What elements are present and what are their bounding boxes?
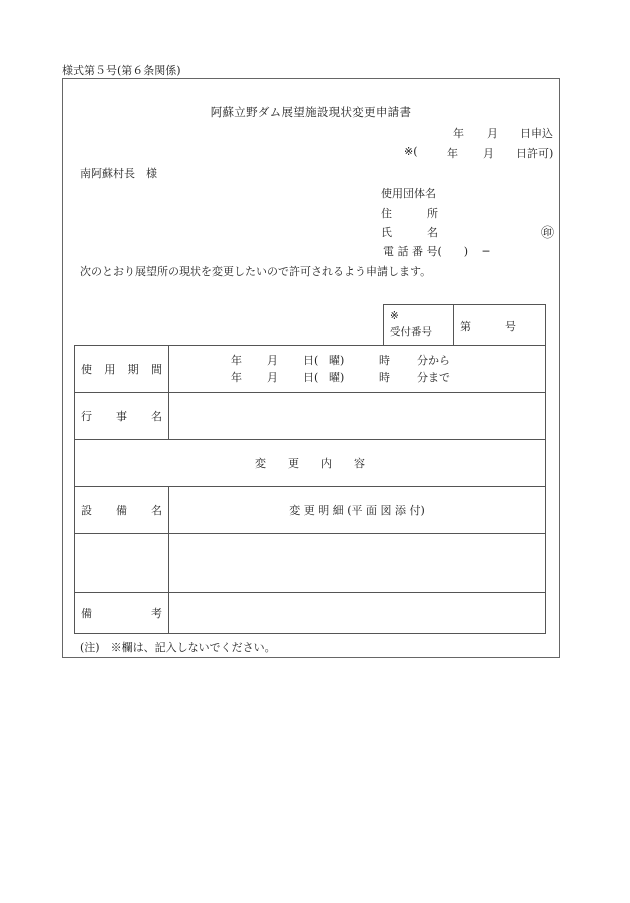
period-row <box>75 346 546 393</box>
change-detail-field[interactable] <box>169 534 546 593</box>
receipt-number-box <box>383 304 546 346</box>
remarks-label-char: 考 <box>151 607 162 620</box>
event-row <box>75 393 546 440</box>
event-label-char: 行 <box>81 410 92 423</box>
period-to-line <box>169 369 545 386</box>
remarks-label-cell <box>75 593 169 634</box>
from-minute: 分から <box>417 354 450 367</box>
form-title: 阿蘇立野ダム展望施設現状変更申請書 <box>210 105 412 119</box>
from-day: 日( <box>303 354 319 367</box>
seal-icon: ㊞ <box>541 226 555 241</box>
phone-label: 電 話 番 号( ) ─ <box>383 245 490 258</box>
receipt-label-cell <box>384 305 454 346</box>
to-month: 月 <box>267 371 278 384</box>
period-from-line <box>169 352 545 369</box>
from-hour: 時 <box>379 354 390 367</box>
permit-month: 月 <box>483 147 494 160</box>
application-statement: 次のとおり展望所の現状を変更したいので許可されるよう申請します。 <box>80 265 432 278</box>
equipment-name-field[interactable] <box>75 534 169 593</box>
address-label-2: 所 <box>427 207 438 220</box>
equipment-label-char: 名 <box>151 504 162 517</box>
receipt-no-prefix: 第 <box>460 319 471 333</box>
event-label-cell <box>75 393 169 440</box>
permit-day: 日許可) <box>516 147 554 160</box>
address-label-1: 住 <box>381 207 392 220</box>
receipt-mark: ※ <box>390 310 399 322</box>
permit-mark: ※( <box>404 145 418 158</box>
to-day: 日( <box>303 371 319 384</box>
addressee: 南阿蘇村長 様 <box>80 167 157 180</box>
remarks-row <box>75 593 546 634</box>
period-label-cell <box>75 346 169 393</box>
change-application-table <box>74 345 546 634</box>
form-number-label: 様式第５号(第６条関係) <box>62 64 181 77</box>
period-label-char: 使 <box>81 363 92 376</box>
from-year: 年 <box>231 354 242 367</box>
to-year: 年 <box>231 371 242 384</box>
name-label-2: 名 <box>427 226 438 239</box>
from-month: 月 <box>267 354 278 367</box>
receipt-number-cell[interactable] <box>454 305 545 346</box>
event-label-char: 事 <box>116 410 127 423</box>
equipment-header-row <box>75 487 546 534</box>
period-label-char: 用 <box>104 363 116 376</box>
applied-year: 年 <box>453 127 464 140</box>
equipment-entry-row <box>75 534 546 593</box>
event-label-char: 名 <box>151 410 162 423</box>
period-label-char: 期 <box>127 363 139 376</box>
change-header-row <box>75 440 546 487</box>
receipt-no-suffix: 号 <box>505 319 516 333</box>
remarks-field[interactable] <box>169 593 546 634</box>
to-weekday: 曜) <box>329 371 345 384</box>
receipt-label: 受付番号 <box>390 326 432 338</box>
applied-month: 月 <box>487 127 498 140</box>
name-label-1: 氏 <box>381 226 392 239</box>
group-name-label: 使用団体名 <box>381 187 436 200</box>
remarks-label-char: 備 <box>81 607 92 620</box>
equipment-label-char: 設 <box>81 504 92 517</box>
equipment-label-char: 備 <box>116 504 127 517</box>
applied-day: 日申込 <box>520 127 553 140</box>
change-content-header: 変 更 内 容 <box>75 440 546 487</box>
to-hour: 時 <box>379 371 390 384</box>
permit-year: 年 <box>447 147 458 160</box>
footnote: (注) ※欄は、記入しないでください。 <box>80 641 276 654</box>
from-weekday: 曜) <box>329 354 345 367</box>
change-detail-header: 変 更 明 細 (平 面 図 添 付) <box>169 487 546 534</box>
to-minute: 分まで <box>417 371 450 384</box>
period-value-cell[interactable] <box>169 346 546 393</box>
period-label-char: 間 <box>150 363 162 376</box>
equipment-label-cell <box>75 487 169 534</box>
event-name-field[interactable] <box>169 393 546 440</box>
